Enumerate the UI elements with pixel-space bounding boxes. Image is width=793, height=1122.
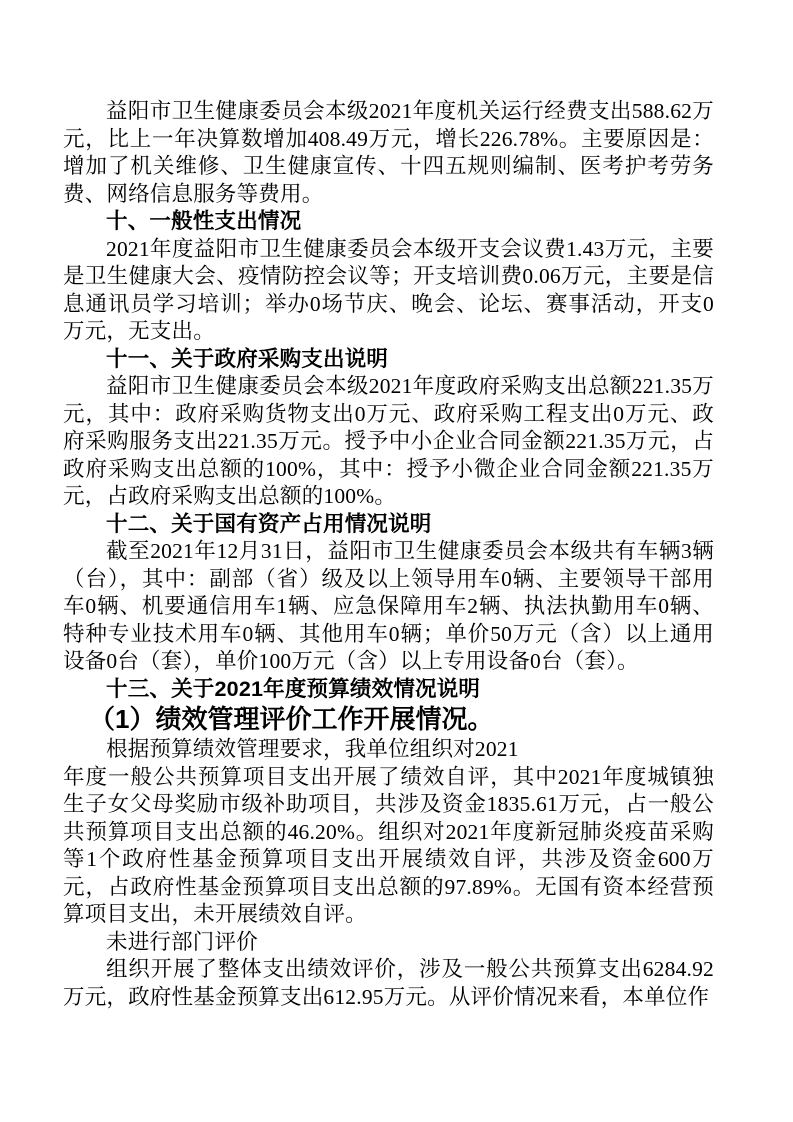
para-performance-self-evaluation: 年度一般公共预算项目支出开展了绩效自评，其中2021年度城镇独生子女父母奖励市级补助项目，共涉及资金1835.61万元，占一般公共预算项目支出总额的46.20%。组织对2021年度新冠肺炎疫苗采购等1个政府性基金预算项目支出开展绩效自评，共涉及资金600万元，占政府性基金预算项目支出总额的97.89%。无国有资本经营预算项目支出，未开展绩效自评。	[63, 764, 714, 926]
heading-section-11-government-procurement: 十一、关于政府采购支出说明	[106, 346, 389, 371]
heading-section-10-general-expenditure: 十、一般性支出情况	[106, 209, 302, 233]
para-state-assets-vehicles-equipment: 截至2021年12月31日，益阳市卫生健康委员会本级共有车辆3辆（台），其中：副部（省）级及以上领导用车0辆、主要领导干部用车0辆、机要通信用车1辆、应急保障用车2辆、执法执勤用车0辆、特种专业技术用车0辆、其他用车0辆；单价50万元（含）以上通用设备0台（套），单价100万元（含）以上专用设备0台（套）。	[63, 539, 714, 673]
para-overall-performance-evaluation: 组织开展了整体支出绩效评价，涉及一般公共预算支出6284.92万元，政府性基金预算支出612.95万元。从评价情况来看，本单位作	[63, 957, 714, 1009]
para-admin-operating-expense: 益阳市卫生健康委员会本级2021年度机关运行经费支出588.62万元，比上一年决算数增加408.49万元，增长226.78%。主要原因是：增加了机关维修、卫生健康宣传、十四五规则编制、医考护考劳务费、网络信息服务等费用。	[63, 99, 714, 206]
subheading-performance-evaluation-work: （1）绩效管理评价工作开展情况。	[89, 704, 494, 734]
heading-section-12-state-assets: 十二、关于国有资产占用情况说明	[106, 511, 432, 536]
heading-section-13-budget-performance: 十三、关于2021年度预算绩效情况说明	[106, 676, 481, 701]
document-page	[63, 98, 714, 1011]
line-performance-requirement-intro: 根据预算绩效管理要求，我单位组织对2021	[106, 737, 519, 761]
line-no-department-evaluation: 未进行部门评价	[106, 929, 258, 954]
para-general-expenditure: 2021年度益阳市卫生健康委员会本级开支会议费1.43万元，主要是卫生健康大会、疫情防控会议等；开支培训费0.06万元，主要是信息通讯员学习培训；举办0场节庆、晚会、论坛、赛事活动，开支0万元，无支出。	[63, 236, 714, 343]
para-government-procurement: 益阳市卫生健康委员会本级2021年度政府采购支出总额221.35万元，其中：政府采购货物支出0万元、政府采购工程支出0万元、政府采购服务支出221.35万元。授予中小企业合同金额221.35万元，占政府采购支出总额的100%，其中：授予小微企业合同金额221.35万元，占政府采购支出总额的100%。	[63, 374, 714, 508]
